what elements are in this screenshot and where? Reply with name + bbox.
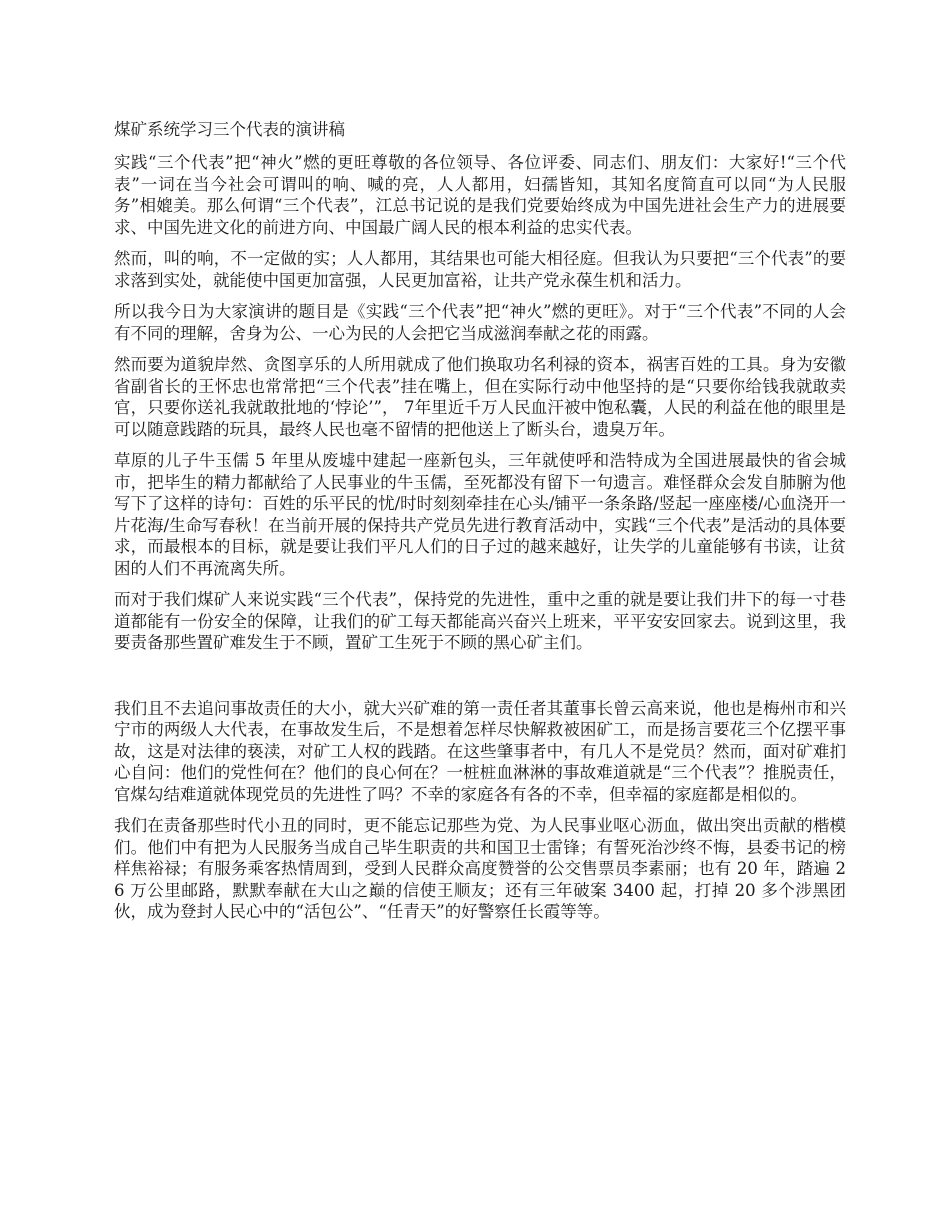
paragraph: 而对于我们煤矿人来说实践“三个代表”，保持党的先进性，重中之重的就是要让我们井下的每一寸巷道都能有一份安全的保障，让我们的矿工每天都能高兴奋兴上班来，平平安安回家去。说到这里，我要责备那些置矿难发生于不顾，置矿工生死于不顾的黑心矿主们。 [114,590,846,652]
document-page [114,118,846,933]
paragraph: 实践“三个代表”把“神火”燃的更旺尊敬的各位领导、各位评委、同志们、朋友们：大家好!“三个代表”一词在当今社会可谓叫的响、喊的亮，人人都用，妇孺皆知，其知名度简直可以同“为人民服务”相媲美。那么何谓“三个代表”，江总书记说的是我们党要始终成为中国先进社会生产力的进展要求、中国先进文化的前进方向、中国最广阔人民的根本利益的忠实代表。 [114,153,846,237]
paragraph: 我们在责备那些时代小丑的同时，更不能忘记那些为党、为人民事业呕心沥血，做出突出贡献的楷模们。他们中有把为人民服务当成自己毕生职责的共和国卫士雷锋；有誓死治沙终不悔，县委书记的榜样焦裕禄；有服务乘客热情周到，受到人民群众高度赞誉的公交售票员李素丽；也有 20 年，踏遍 26 万公里邮路，默默奉献在大山之巅的信使王顺友；还有三年破案 3400 起，打掉 20 多个涉黑团伙，成为登封人民心中的“活包公”、“任青天”的好警察任长霞等等。 [114,816,846,921]
document-title: 煤矿系统学习三个代表的演讲稿 [114,120,345,139]
paragraph: 所以我今日为大家演讲的题目是《实践“三个代表”把“神火”燃的更旺》。对于“三个代表”不同的人会有不同的理解，舍身为公、一心为民的人会把它当成滋润奉献之花的雨露。 [114,302,846,343]
paragraph: 然而，叫的响，不一定做的实；人人都用，其结果也可能大相径庭。但我认为只要把“三个代表”的要求落到实处，就能使中国更加富强，人民更加富裕，让共产党永葆生机和活力。 [114,249,846,290]
paragraph: 草原的儿子牛玉儒 5 年里从废墟中建起一座新包头，三年就使呼和浩特成为全国进展最快的省会城市，把毕生的精力都献给了人民事业的牛玉儒，至死都没有留下一句遗言。难怪群众会发自肺腑为他写下了这样的诗句：百姓的乐平民的忧/时时刻刻牵挂在心头/铺平一条条路/竖起一座座楼/心血浇开一片花海/生命写春秋！在当前开展的保持共产党员先进行教育活动中，实践“三个代表”是活动的具体要求，而最根本的目标，就是要让我们平凡人们的日子过的越来越好，让失学的儿童能够有书读，让贫困的人们不再流离失所。 [114,451,846,578]
paragraph: 然而要为道貌岸然、贪图享乐的人所用就成了他们换取功名利禄的资本，祸害百姓的工具。身为安徽省副省长的王怀忠也常常把“三个代表”挂在嘴上，但在实际行动中他坚持的是“只要你给钱我就敢卖官，只要你送礼我就敢批地的‘悖论’”， 7年里近千万人民血汗被中饱私囊，人民的利益在他的眼里是可以随意践踏的玩具，最终人民也毫不留情的把他送上了断头台，遗臭万年。 [114,355,846,439]
section-break [114,664,846,698]
paragraph: 我们且不去追问事故责任的大小，就大兴矿难的第一责任者其董事长曾云高来说，他也是梅州市和兴宁市的两级人大代表，在事故发生后，不是想着怎样尽快解救被困矿工，而是扬言要花三个亿摆平事故，这是对法律的亵渎，对矿工人权的践踏。在这些肇事者中，有几人不是党员？然而，面对矿难扪心自问：他们的党性何在？他们的良心何在？一桩桩血淋淋的事故难道就是“三个代表”？推脱责任，官煤勾结难道就体现党员的先进性了吗？不幸的家庭各有各的不幸，但幸福的家庭都是相似的。 [114,698,846,804]
